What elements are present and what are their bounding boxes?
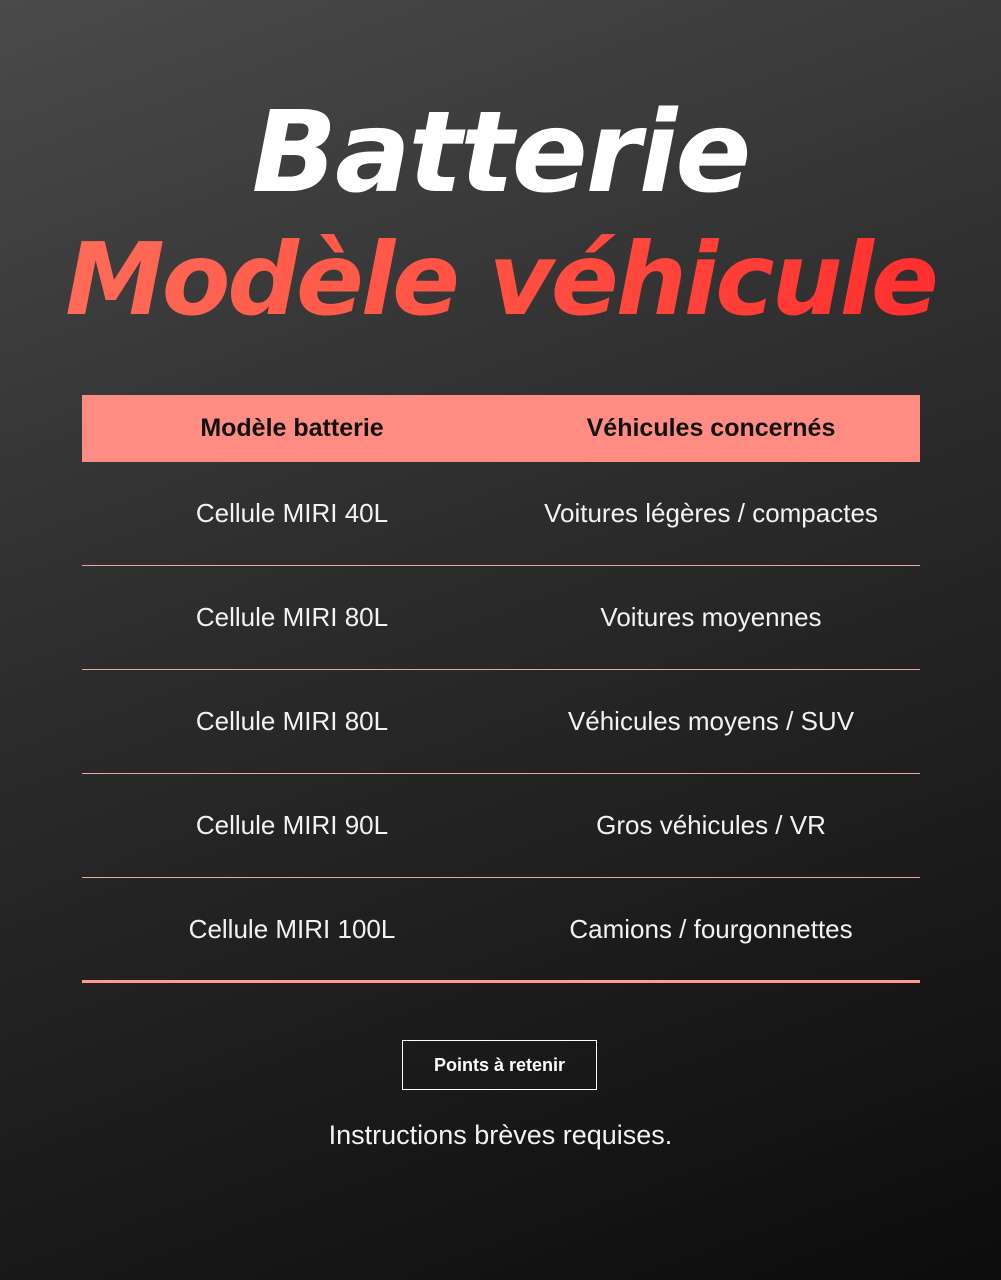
table-row	[82, 670, 920, 774]
cell-vehicles: Véhicules moyens / SUV	[567, 706, 855, 736]
table-row	[82, 462, 920, 566]
table-row	[82, 566, 920, 670]
key-points-badge: Points à retenir	[402, 1040, 597, 1090]
table-row	[82, 774, 920, 878]
header-vehicles: Véhicules concernés	[586, 414, 836, 442]
table-header	[82, 395, 920, 462]
cell-vehicles: Voitures moyennes	[600, 602, 822, 632]
cell-vehicles: Voitures légères / compactes	[544, 498, 878, 528]
cell-vehicles: Camions / fourgonnettes	[569, 913, 853, 944]
cell-battery-model: Cellule MIRI 80L	[195, 602, 389, 632]
cell-vehicles: Gros véhicules / VR	[596, 810, 826, 840]
cell-battery-model: Cellule MIRI 40L	[195, 498, 389, 528]
cell-battery-model: Cellule MIRI 80L	[195, 706, 389, 736]
battery-table	[82, 395, 920, 983]
cell-battery-model: Cellule MIRI 90L	[195, 810, 389, 840]
page-title: Batterie	[251, 88, 750, 218]
page-subtitle: Modèle véhicule	[0, 218, 1001, 342]
title-block	[0, 88, 1001, 342]
table-row	[82, 878, 920, 983]
header-battery-model: Modèle batterie	[200, 414, 384, 442]
footer-note: Instructions brèves requises.	[328, 1120, 673, 1150]
cell-battery-model: Cellule MIRI 100L	[188, 913, 396, 944]
